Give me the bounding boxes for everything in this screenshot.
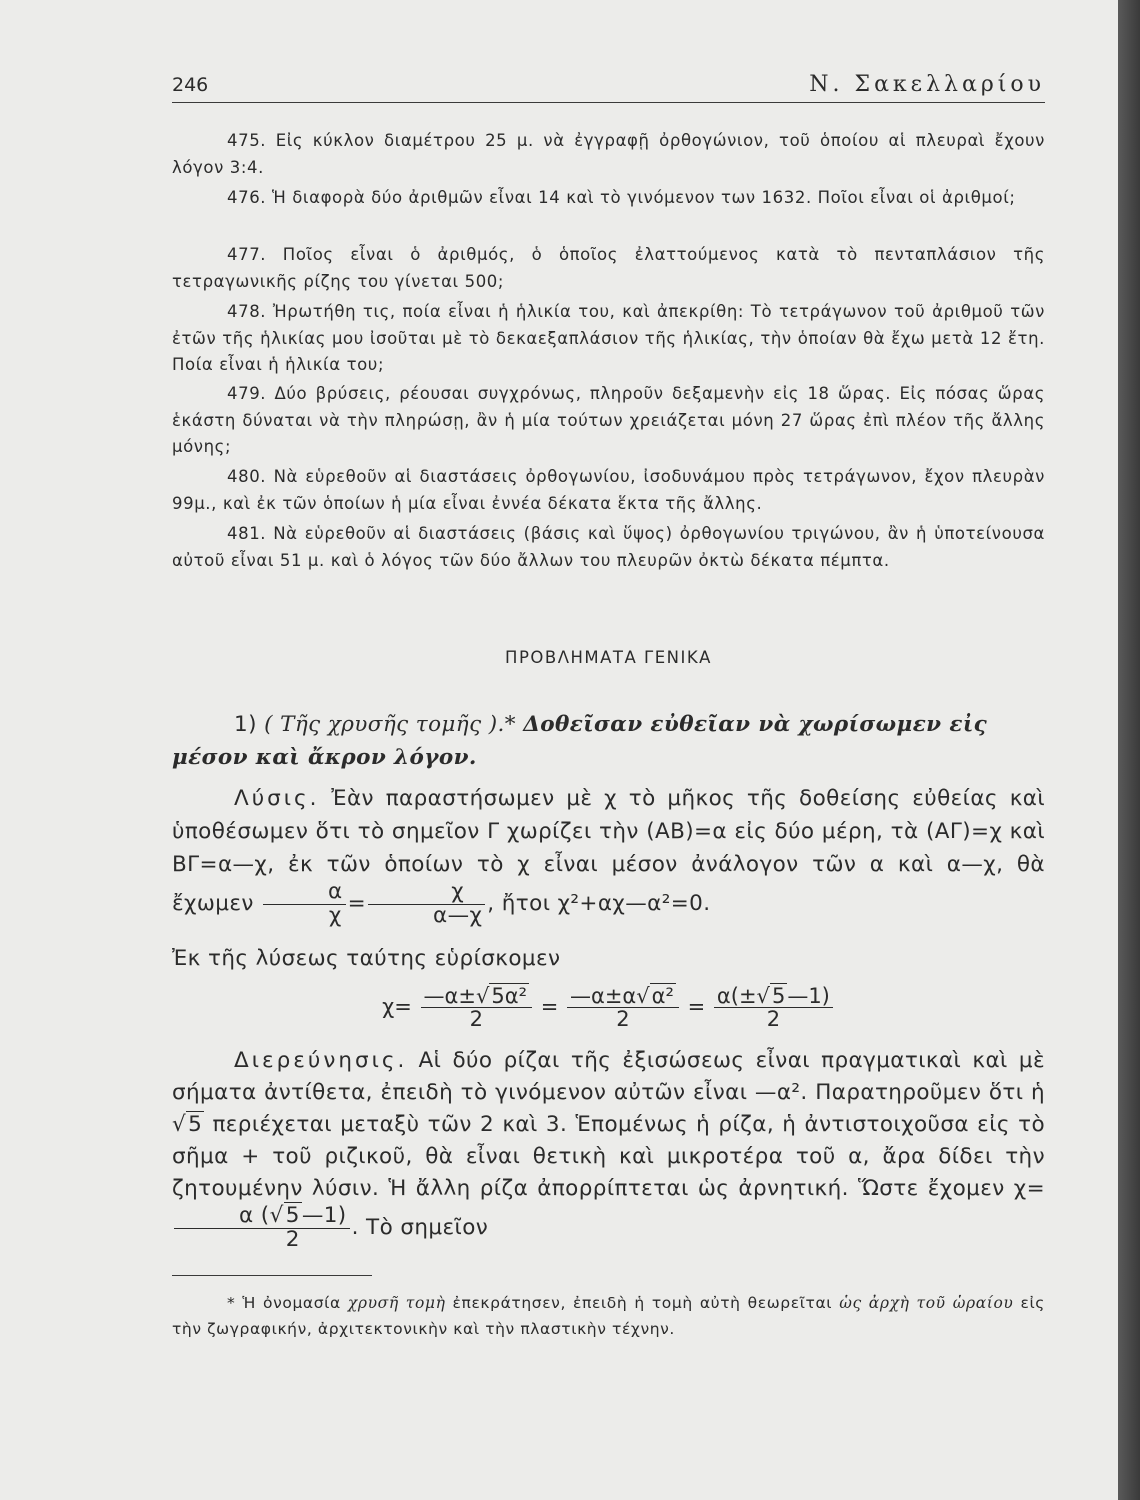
equation-text: , ἤτοι χ²+αχ—α²=0. <box>487 891 711 917</box>
discussion-paragraph: Διερεύνησις. Αἱ δύο ρίζαι τῆς ἐξισώσεως εἶναι πραγματικαὶ καὶ μὲ σήματα ἀντίθετα, ἐπειδὴ τὸ γινόμενον αὐτῶν εἶναι —α². Παρατηροῦμεν ὅτι ἡ √5 περιέχεται μεταξὺ τῶν 2 καὶ 3. Ἑπομένως ἡ ρίζα, ἡ ἀντιστοιχοῦσα εἰς τὸ σῆμα + τοῦ ριζικοῦ, θὰ εἶναι θετικὴ καὶ μικροτέρα τοῦ α, ἄρα δίδει τὴν ζητουμένην λύσιν. Ἡ ἄλλη ρίζα ἀπορρίπτεται ὡς ἀρνητική. Ὥστε ἔχομεν χ= $\frac{\alpha (√5—1)}{2}$ . Τὸ σημεῖον <box>172 1048 1046 1252</box>
footnote <box>172 1290 1045 1342</box>
formula-radicand: α² <box>651 984 674 1008</box>
running-head: Ν. Σακελλαρίου <box>809 72 1045 97</box>
problem-476: 476. Ἡ διαφορὰ δύο ἀριθμῶν εἶναι 14 καὶ τὸ γινόμενον των 1632. Ποῖοι εἶναι οἱ ἀριθμοί; <box>227 188 1016 207</box>
book-spine-edge <box>1118 0 1140 1500</box>
formula-denominator: 2 <box>285 1226 300 1252</box>
problem-475: 475. Εἰς κύκλον διαμέτρου 25 μ. νὰ ἐγγραφῇ ὀρθογώνιον, τοῦ ὁποίου αἱ πλευραὶ ἔχουν λόγον 3:4. <box>172 131 1045 177</box>
formula-equals: = <box>540 994 559 1019</box>
formula-term: α ( <box>239 1203 270 1228</box>
discussion-text-2: περιέχεται μεταξὺ τῶν 2 καὶ 3. Ἑπομένως ἡ ρίζα, ἡ ἀντιστοιχοῦσα εἰς τὸ σῆμα + τοῦ ριζικοῦ, θὰ εἶναι θετικὴ καὶ μικροτέρα τοῦ α, ἄρα δίδει τὴν ζητουμένην λύσιν. Ἡ ἄλλη ρίζα ἀπορρίπτεται ὡς ἀρνητική. Ὥστε ἔχομεν χ= <box>172 1112 1046 1201</box>
formula-radicand: 5α² <box>491 984 527 1008</box>
solution-paragraph: Λύσις. Ἐὰν παραστήσωμεν μὲ χ τὸ μῆκος τῆς δοθείσης εὐθείας καὶ ὑποθέσωμεν ὅτι τὸ σημεῖον Γ χωρίζει τὴν (ΑΒ)=α εἰς δύο μέρη, τὰ (ΑΓ)=χ καὶ ΒΓ=α—χ, ἐκ τῶν ὁποίων τὸ χ εἶναι μέσον ἀνάλογον τῶν α καὶ α—χ, θὰ ἔχωμεν $\frac{\alpha}{\chi}$ = $\frac{\chi}{\alpha—\chi}$ , ἤτοι χ²+αχ—α²=0. <box>172 786 1046 928</box>
footnote-tail: εἰς τὴν ζωγραφικήν, ἀρχιτεκτονικὴν καὶ τὴν πλαστικὴν τέχνην. <box>172 1294 1046 1338</box>
problem-481: 481. Νὰ εὑρεθοῦν αἱ διαστάσεις (βάσις καὶ ὕψος) ὀρθογωνίου τριγώνου, ἂν ἡ ὑποτείνουσα αὐτοῦ εἶναι 51 μ. καὶ ὁ λόγος τῶν δύο ἄλλων του πλευρῶν ὀκτὼ δέκατα πέμπτα. <box>172 524 1045 570</box>
result-fraction: $\frac{\alpha (√5—1)}{2}$ <box>174 1205 350 1251</box>
formula-term: α(± <box>716 984 757 1008</box>
fraction-x-over-a-minus-x <box>368 881 485 927</box>
page-header <box>172 72 1045 103</box>
formula-term: —1) <box>787 984 830 1008</box>
problem-479: 479. Δύο βρύσεις, ρέουσαι συγχρόνως, πληροῦν δεξαμενὴν εἰς 18 ὥρας. Εἰς πόσας ὥρας ἑκάστη δύναται νὰ τὴν πληρώσῃ, ἂν ἡ μία τούτων χρειάζεται μόνη 27 ὥρας ἐπὶ πλέον τῆς ἄλλης μόνης; <box>172 384 1045 456</box>
footnote-middle: ἐπεκράτησεν, ἐπειδὴ ἡ τομὴ αὐτὴ θεωρεῖται <box>452 1294 833 1312</box>
section-title: ΠΡΟΒΛΗΜΑΤΑ ΓΕΝΙΚΑ <box>505 648 712 667</box>
formula-term: —1) <box>301 1203 347 1228</box>
footnote-term: χρυσῆ τομὴ <box>347 1294 446 1312</box>
quadratic-formula <box>172 985 1045 1030</box>
problem-number: 1) <box>234 712 257 737</box>
fraction-numerator: χ <box>368 881 485 905</box>
problem-statement: Δοθεῖσαν εὐθεῖαν νὰ χωρίσωμεν εἰς μέσον καὶ ἄκρον λόγον. <box>172 712 988 770</box>
discussion-root: 5 <box>188 1112 203 1137</box>
formula-denominator: 2 <box>616 1007 630 1032</box>
formula-radicand: 5 <box>285 1203 300 1228</box>
footnote-term-2: ὡς ἀρχὴ τοῦ ὡραίου <box>839 1294 1014 1312</box>
problem-480: 480. Νὰ εὑρεθοῦν αἱ διαστάσεις ὀρθογωνίου, ἰσοδυνάμου πρὸς τετράγωνον, ἔχον πλευρὰν 99μ., καὶ ἐκ τῶν ὁποίων ἡ μία εἶναι ἐννέα δέκατα ἕκτα τῆς ἄλλης. <box>172 467 1045 513</box>
formula-term: —α± <box>423 984 476 1008</box>
discussion-text-3: . Τὸ σημεῖον <box>351 1215 489 1241</box>
problem-477: 477. Ποῖος εἶναι ὁ ἀριθμός, ὁ ὁποῖος ἐλαττούμενος κατὰ τὸ πενταπλάσιον τῆς τετραγωνικῆς ρίζης του γίνεται 500; <box>172 245 1045 291</box>
formula-fraction-1: $\frac{\text{—α±√5α²}}{2}$ <box>421 985 532 1030</box>
lysis-label: Λύσις. <box>234 786 320 811</box>
problem-478: 478. Ἠρωτήθη τις, ποία εἶναι ἡ ἡλικία του, καὶ ἀπεκρίθη: Τὸ τετράγωνον τοῦ ἀριθμοῦ τῶν ἐτῶν τῆς ἡλικίας μου ἰσοῦται μὲ τὸ δεκαεξαπλάσιον τῆς ἡλικίας, τὴν ὁποίαν θὰ ἔχω μετὰ 12 ἔτη. Ποία εἶναι ἡ ἡλικία του; <box>172 302 1045 374</box>
formula-lhs: χ= <box>382 994 412 1019</box>
footnote-lead: * Ἡ ὀνομασία <box>227 1294 341 1312</box>
formula-denominator: 2 <box>469 1007 483 1032</box>
formula-term: —α±α <box>569 984 637 1008</box>
formula-radicand: 5 <box>771 984 786 1008</box>
fraction-denominator: χ <box>328 902 342 928</box>
fraction-denominator: α—χ <box>433 902 483 928</box>
formula-denominator: 2 <box>766 1007 781 1032</box>
fraction-numerator: α <box>263 881 346 905</box>
footnote-divider <box>172 1275 372 1276</box>
fraction-a-over-x <box>263 881 346 927</box>
golden-section-problem <box>172 708 1045 774</box>
discussion-label: Διερεύνησις. <box>234 1048 408 1073</box>
formula-fraction-2: $\frac{\text{—α±α√α²}}{2}$ <box>567 985 679 1030</box>
formula-equals: = <box>687 994 706 1019</box>
discussion-text-1: Αἱ δύο ρίζαι τῆς ἐξισώσεως εἶναι πραγματικαὶ καὶ μὲ σήματα ἀντίθετα, ἐπειδὴ τὸ γινόμενον αὐτῶν εἶναι —α². Παρατηροῦμεν ὅτι ἡ <box>172 1048 1045 1105</box>
solve-line: Ἐκ τῆς λύσεως ταύτης εὑρίσκομεν <box>172 946 561 971</box>
problem-subtitle: ( Τῆς χρυσῆς τομῆς ).* <box>264 712 516 737</box>
lysis-text: Ἐὰν παραστήσωμεν μὲ χ τὸ μῆκος τῆς δοθείσης εὐθείας καὶ ὑποθέσωμεν ὅτι τὸ σημεῖον Γ χωρίζει τὴν (ΑΒ)=α εἰς δύο μέρη, τὰ (ΑΓ)=χ καὶ ΒΓ=α—χ, ἐκ τῶν ὁποίων τὸ χ εἶναι μέσον ἀνάλογον τῶν α καὶ α—χ, θὰ ἔχωμεν <box>172 786 1046 917</box>
page-number: 246 <box>172 74 209 96</box>
formula-fraction-3: $\frac{\alpha(\pm√5—1)}{2}$ <box>714 985 833 1030</box>
